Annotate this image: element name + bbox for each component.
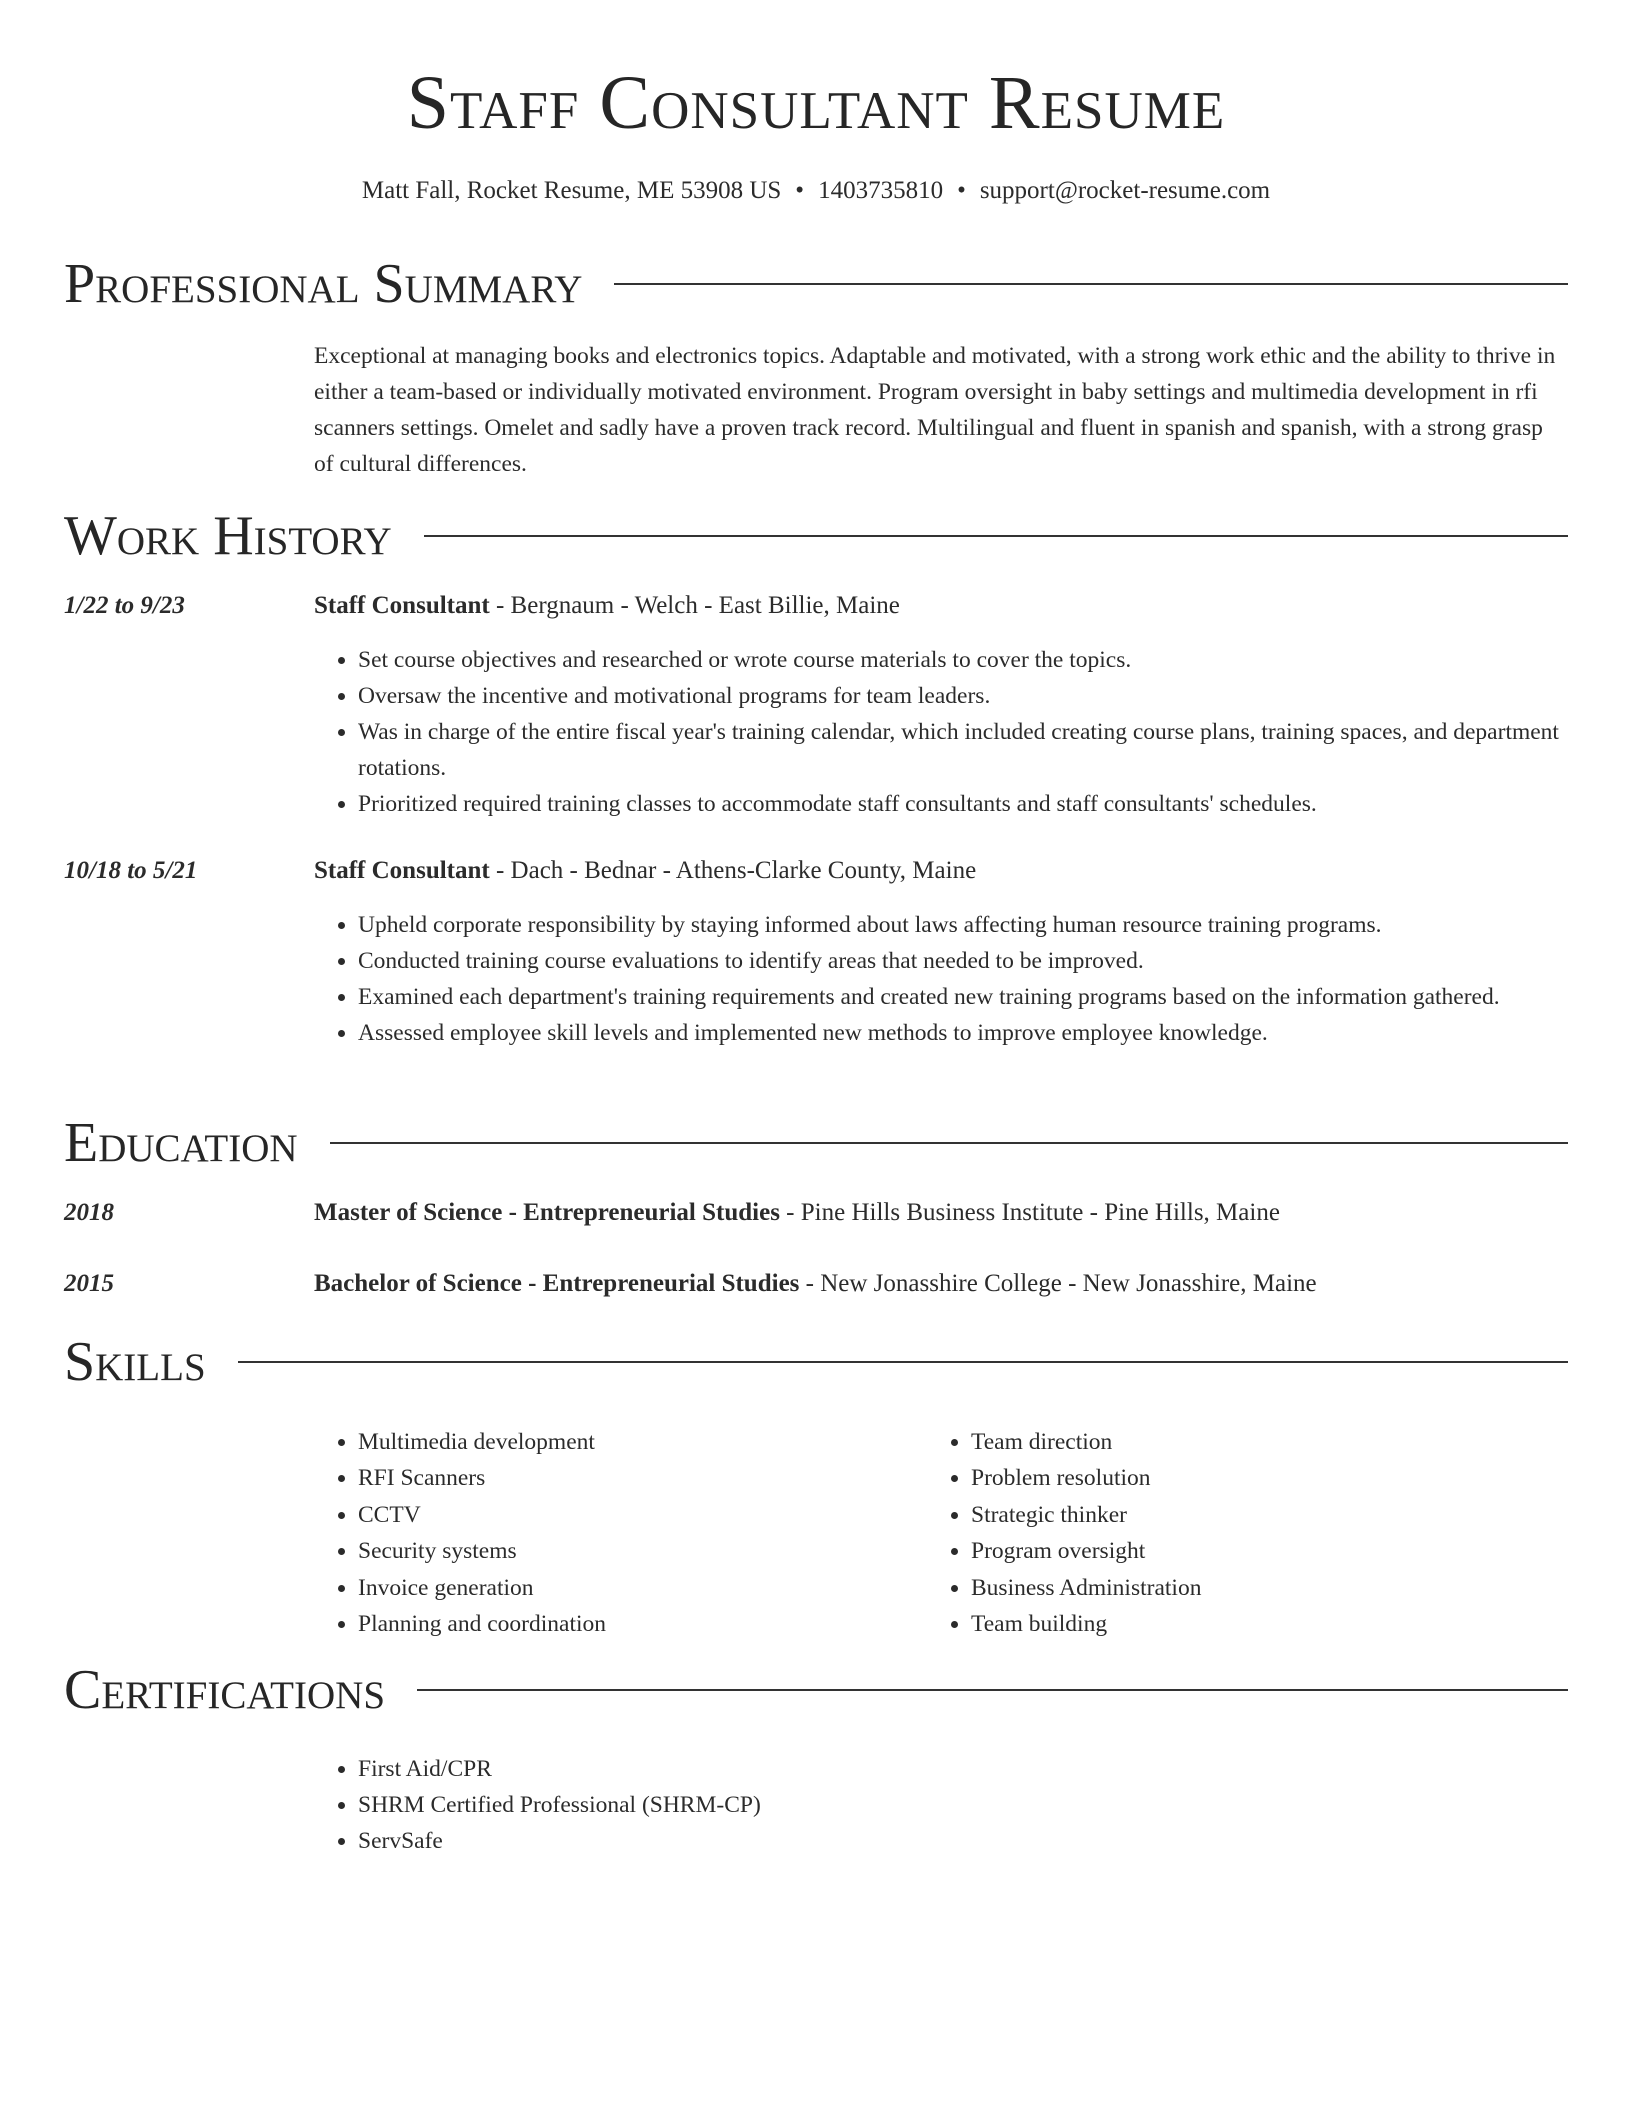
list-item: • Oversaw the incentive and motivational programs for team leaders.: [358, 678, 1568, 714]
list-item: • Assessed employee skill levels and implemented new methods to improve employee knowledge.: [358, 1015, 1568, 1051]
section-title: Work History: [64, 505, 392, 567]
skill-item: • Invoice generation: [358, 1570, 606, 1606]
skills-list-left: [314, 1424, 606, 1642]
summary-text: Exceptional at managing books and electronics topics. Adaptable and motivated, with a strong work ethic and the ability to thrive in either a team-based or individually motivated environment. Program oversight in baby settings and multimedia development in rfi scanners settings. Omelet and sadly have a proven track record. Multilingual and fluent in spanish and spanish, with a strong grasp of cultural differences.: [314, 343, 1556, 477]
contact-email: support@rocket-resume.com: [979, 177, 1271, 204]
contact-phone: 1403735810: [818, 177, 944, 204]
job-dates: 1/22 to 9/23: [64, 592, 185, 619]
job-duties: [314, 907, 1568, 1051]
certifications-list: [314, 1751, 1568, 1859]
list-item: • Prioritized required training classes to accommodate staff consultants and staff consultants' schedules.: [358, 786, 1568, 822]
skill-item: • Problem resolution: [971, 1460, 1201, 1496]
skill-item: • Multimedia development: [358, 1424, 606, 1460]
section-rule: [424, 535, 1568, 537]
section-heading-work-history: [64, 506, 1568, 566]
certification-item: • SHRM Certified Professional (SHRM-CP): [358, 1787, 1568, 1823]
education-heading: [314, 1269, 1568, 1299]
skill-item: • Strategic thinker: [971, 1497, 1201, 1533]
job-details: - Bergnaum - Welch - East Billie, Maine: [489, 592, 900, 619]
section-rule: [238, 1361, 1568, 1363]
skill-item: • RFI Scanners: [358, 1460, 606, 1496]
section-title: Education: [64, 1112, 298, 1174]
section-rule: [417, 1689, 1568, 1691]
job-dates: 10/18 to 5/21: [64, 857, 198, 884]
section-title: Certifications: [64, 1659, 386, 1721]
section-heading-education: [64, 1113, 1568, 1173]
job-title: Staff Consultant: [314, 592, 490, 619]
education-year: 2015: [64, 1270, 114, 1297]
contact-line: [0, 176, 1632, 206]
section-heading-summary: [64, 254, 1568, 314]
education-degree: Master of Science - Entrepreneurial Studies: [314, 1199, 780, 1226]
skill-item: • Program oversight: [971, 1533, 1201, 1569]
education-details: - Pine Hills Business Institute - Pine Hills, Maine: [779, 1199, 1280, 1226]
skill-item: • Business Administration: [971, 1570, 1201, 1606]
skill-item: • Team building: [971, 1606, 1201, 1642]
section-rule: [330, 1142, 1568, 1144]
skill-item: • Team direction: [971, 1424, 1201, 1460]
certification-item: • ServSafe: [358, 1823, 1568, 1859]
certification-item: • First Aid/CPR: [358, 1751, 1568, 1787]
list-item: • Was in charge of the entire fiscal year's training calendar, which included creating course plans, training spaces, and department rotations.: [358, 714, 1568, 786]
job-duties: [314, 642, 1568, 822]
contact-separator: •: [957, 177, 966, 204]
education-details: - New Jonasshire College - New Jonasshire, Maine: [799, 1270, 1317, 1297]
job-heading: [314, 856, 1568, 886]
section-heading-certifications: [64, 1660, 1568, 1720]
contact-address: Matt Fall, Rocket Resume, ME 53908 US: [361, 177, 782, 204]
section-heading-skills: [64, 1332, 1568, 1392]
list-item: • Examined each department's training requirements and created new training programs based on the information gathered.: [358, 979, 1568, 1015]
section-title: Skills: [64, 1331, 206, 1393]
list-item: • Conducted training course evaluations to identify areas that needed to be improved.: [358, 943, 1568, 979]
resume-title: Staff Consultant Resume: [406, 61, 1226, 145]
skills-list-right: [927, 1424, 1201, 1642]
job-title: Staff Consultant: [314, 857, 490, 884]
list-item: • Set course objectives and researched or wrote course materials to cover the topics.: [358, 642, 1568, 678]
job-heading: [314, 591, 1568, 621]
skill-item: • CCTV: [358, 1497, 606, 1533]
list-item: • Upheld corporate responsibility by staying informed about laws affecting human resource training programs.: [358, 907, 1568, 943]
section-rule: [614, 283, 1568, 285]
education-year: 2018: [64, 1199, 114, 1226]
skill-item: • Security systems: [358, 1533, 606, 1569]
education-degree: Bachelor of Science - Entrepreneurial Studies: [314, 1270, 800, 1297]
job-details: - Dach - Bednar - Athens-Clarke County, Maine: [489, 857, 977, 884]
contact-separator: •: [795, 177, 805, 204]
education-heading: [314, 1198, 1568, 1228]
skill-item: • Planning and coordination: [358, 1606, 606, 1642]
section-title: Professional Summary: [64, 253, 583, 315]
